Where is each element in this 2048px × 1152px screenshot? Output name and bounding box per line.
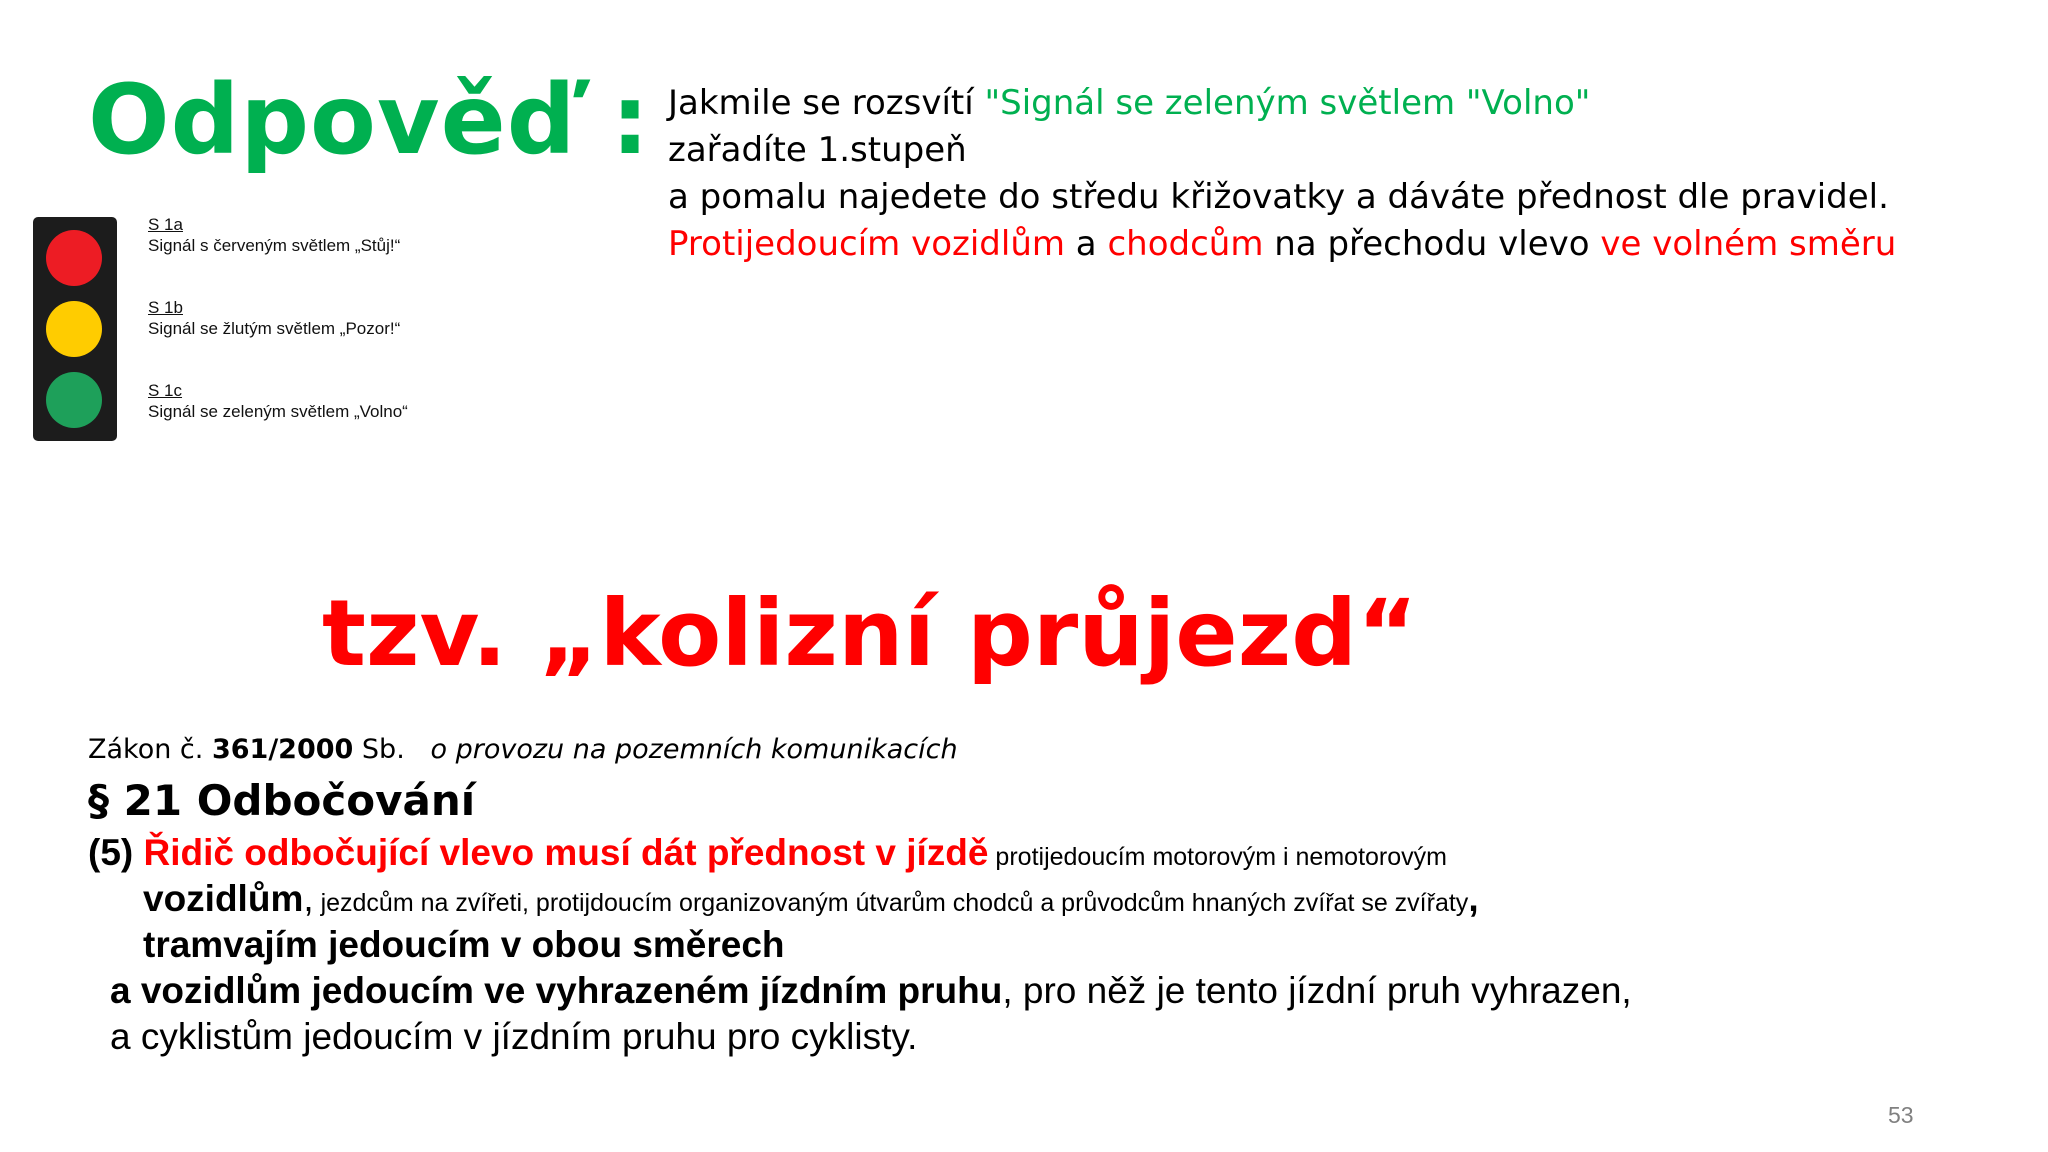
free-direction-text: ve volném směru [1600, 224, 1897, 264]
law-suffix: Sb. [353, 734, 405, 765]
rule-line-2 [143, 878, 1479, 920]
rule-line-2-comma: , [303, 878, 314, 919]
green-signal-quote: "Signál se zeleným světlem "Volno" [984, 83, 1591, 123]
traffic-light-icon [33, 217, 117, 441]
collision-title: tzv. „kolizní průjezd“ [322, 580, 1418, 687]
signal-label: Signál s červeným světlem „Stůj!“ [148, 236, 401, 255]
signal-s1a [148, 214, 400, 256]
rule-main-statement: Řidič odbočující vlevo musí dát přednost v jízdě [143, 832, 989, 873]
explanation-line-3: a pomalu najedete do středu křižovatky a dáváte přednost dle pravidel. [668, 177, 1889, 217]
signal-s1c [148, 380, 408, 422]
page-number: 53 [1888, 1102, 1914, 1128]
signal-label: Signál se žlutým světlem „Pozor!“ [148, 319, 401, 338]
rule-line-5 [110, 1016, 917, 1058]
rule-line-2-end: , [1468, 878, 1479, 919]
explanation-line-1 [668, 80, 1896, 127]
law-number: 361/2000 [211, 734, 354, 765]
yellow-lamp-icon [46, 301, 102, 357]
oncoming-vehicles-text: Protijedoucím vozidlům [668, 224, 1065, 264]
signal-code: S 1c [148, 381, 183, 400]
explanation-line-2: zařadíte 1.stupeň [668, 130, 967, 170]
rule-line-1 [88, 832, 1447, 874]
explanation-line-4-plain-2: na přechodu vlevo [1263, 224, 1601, 264]
signal-code: S 1b [148, 298, 183, 317]
rule-line-2-small: jezdcům na zvířeti, protijdoucím organizovaným útvarům chodců a průvodcům hnaných zvířat se zvířaty [313, 889, 1469, 917]
red-lamp-icon [46, 230, 102, 286]
section-title: § 21 Odbočování [88, 776, 476, 825]
rule-line-4-plain: , pro něž je tento jízdní pruh vyhrazen, [1002, 970, 1632, 1011]
law-reference [88, 734, 958, 765]
rule-number: (5) [88, 832, 144, 873]
explanation-line-1-prefix: Jakmile se rozsvítí [668, 83, 985, 123]
rule-trams: tramvajím jedoucím v obou směrech [143, 924, 785, 965]
green-lamp-icon [46, 372, 102, 428]
explanation-line-4-plain-1: a [1065, 224, 1108, 264]
pedestrians-text: chodcům [1107, 224, 1264, 264]
signal-s1b [148, 297, 400, 339]
explanation-text [668, 80, 1896, 268]
signal-code: S 1a [148, 215, 183, 234]
answer-title: Odpověď : [88, 64, 651, 176]
explanation-line-4 [668, 221, 1896, 268]
rule-line-1-small: protijedoucím motorovým i nemotorovým [988, 843, 1447, 871]
rule-line-4 [110, 970, 1632, 1012]
law-prefix: Zákon č. [88, 734, 212, 765]
rule-reserved-lane: a vozidlům jedoucím ve vyhrazeném jízdním pruhu [110, 970, 1003, 1011]
rule-line-3 [143, 924, 785, 966]
signal-label: Signál se zeleným světlem „Volno“ [148, 402, 408, 421]
rule-vehicles: vozidlům [143, 878, 304, 919]
rule-cyclists: a cyklistům jedoucím v jízdním pruhu pro cyklisty. [110, 1016, 918, 1057]
law-name: o provozu na pozemních komunikacích [430, 734, 958, 765]
